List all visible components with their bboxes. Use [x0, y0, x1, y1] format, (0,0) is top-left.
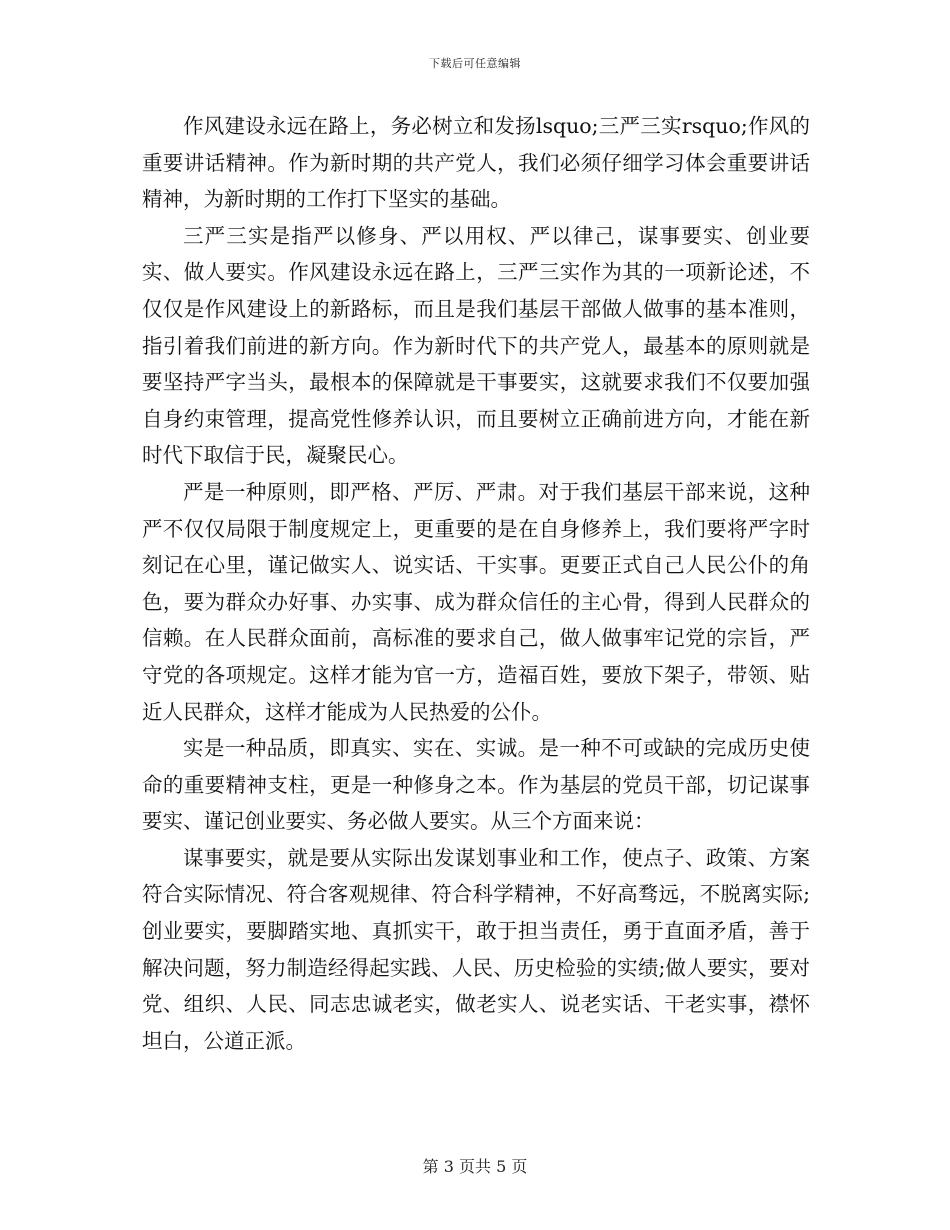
paragraph: 实是一种品质，即真实、实在、实诚。是一种不可或缺的完成历史使命的重要精神支柱，更是一种修身之本。作为基层的党员干部，切记谋事要实、谨记创业要实、务必做人要实。从三个方面来说：: [142, 736, 810, 834]
page-number-footer: 第 3 页共 5 页: [422, 1157, 528, 1176]
paragraph: 三严三实是指严以修身、严以用权、严以律己，谋事要实、创业要实、做人要实。作风建设永远在路上，三严三实作为其的一项新论述，不仅仅是作风建设上的新路标，而且是我们基层干部做人做事的基本准则，指引着我们前进的新方向。作为新时代下的共产党人，最基本的原则就是要坚持严字当头，最根本的保障就是干事要实，这就要求我们不仅要加强自身约束管理，提高党性修养认识，而且要树立正确前进方向，才能在新时代下取信于民，凝聚民心。: [142, 223, 810, 468]
paragraph: 作风建设永远在路上，务必树立和发扬lsquo;三严三实rsquo;作风的重要讲话精神。作为新时期的共产党人，我们必须仔细学习体会重要讲话精神，为新时期的工作打下坚实的基础。: [142, 114, 810, 212]
paragraph: 严是一种原则，即严格、严厉、严肃。对于我们基层干部来说，这种严不仅仅局限于制度规定上，更重要的是在自身修养上，我们要将严字时刻记在心里，谨记做实人、说实话、干实事。更要正式自己人民公仆的角色，要为群众办好事、办实事、成为群众信任的主心骨，得到人民群众的信赖。在人民群众面前，高标准的要求自己，做人做事牢记党的宗旨，严守党的各项规定。这样才能为官一方，造福百姓，要放下架子，带领、贴近人民群众，这样才能成为人民热爱的公仆。: [142, 479, 810, 724]
paragraph: 谋事要实，就是要从实际出发谋划事业和工作，使点子、政策、方案符合实际情况、符合客观规律、符合科学精神，不好高骛远，不脱离实际;创业要实，要脚踏实地、真抓实干，敢于担当责任，勇于直面矛盾，善于解决问题，努力制造经得起实践、人民、历史检验的实绩;做人要实，要对党、组织、人民、同志忠诚老实，做老实人、说老实话、干老实事，襟怀坦白，公道正派。: [142, 845, 810, 1053]
page-header: 下载后可任意编辑: [429, 57, 521, 70]
document-body: [142, 108, 810, 1059]
